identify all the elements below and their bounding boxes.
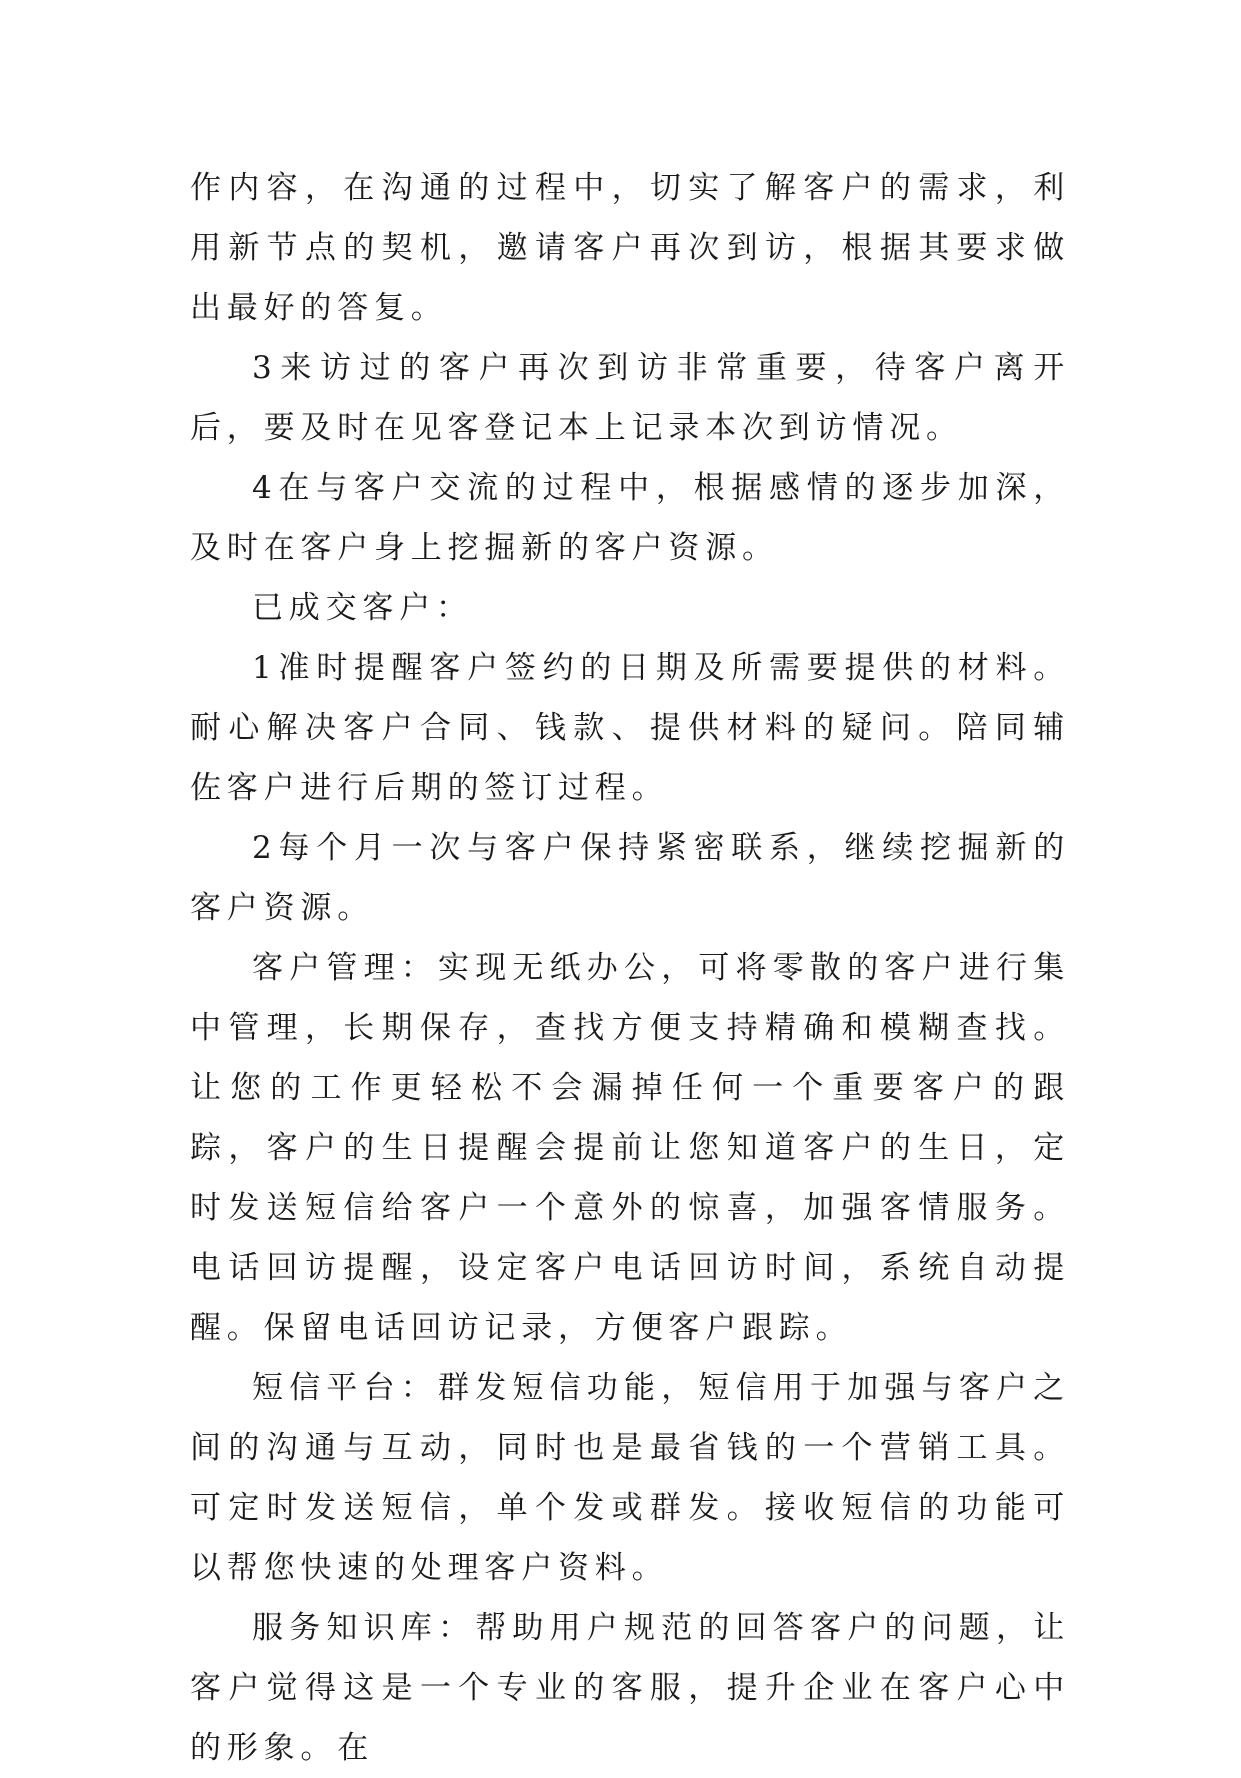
paragraph-4-heading: 已成交客户： xyxy=(252,590,473,626)
paragraph-8-sms-platform: 短信平台：群发短信功能，短信用于加强与客户之间的沟通与互动，同时也是最省钱的一个营销工具。可定时发送短信，单个发或群发。接收短信的功能可以帮您快速的处理客户资料。 xyxy=(190,1370,1070,1586)
paragraph-5: 1准时提醒客户签约的日期及所需要提供的材料。耐心解决客户合同、钱款、提供材料的疑问。陪同辅佐客户进行后期的签订过程。 xyxy=(190,650,1070,806)
paragraph-6: 2每个月一次与客户保持紧密联系，继续挖掘新的客户资源。 xyxy=(190,830,1070,926)
paragraph-7-customer-management: 客户管理：实现无纸办公，可将零散的客户进行集中管理，长期保存，查找方便支持精确和模糊查找。让您的工作更轻松不会漏掉任何一个重要客户的跟踪，客户的生日提醒会提前让您知道客户的生日，定时发送短信给客户一个意外的惊喜，加强客情服务。电话回访提醒，设定客户电话回访时间，系统自动提醒。保留电话回访记录，方便客户跟踪。 xyxy=(190,950,1070,1346)
paragraph-1: 作内容，在沟通的过程中，切实了解客户的需求，利用新节点的契机，邀请客户再次到访，根据其要求做出最好的答复。 xyxy=(190,170,1070,326)
paragraph-9-knowledge-base: 服务知识库：帮助用户规范的回答客户的问题，让客户觉得这是一个专业的客服，提升企业在客户心中的形象。在 xyxy=(190,1610,1070,1766)
document-body xyxy=(190,158,1070,1778)
paragraph-2: 3来访过的客户再次到访非常重要，待客户离开后，要及时在见客登记本上记录本次到访情况。 xyxy=(190,350,1070,446)
paragraph-3: 4在与客户交流的过程中，根据感情的逐步加深，及时在客户身上挖掘新的客户资源。 xyxy=(190,470,1070,566)
